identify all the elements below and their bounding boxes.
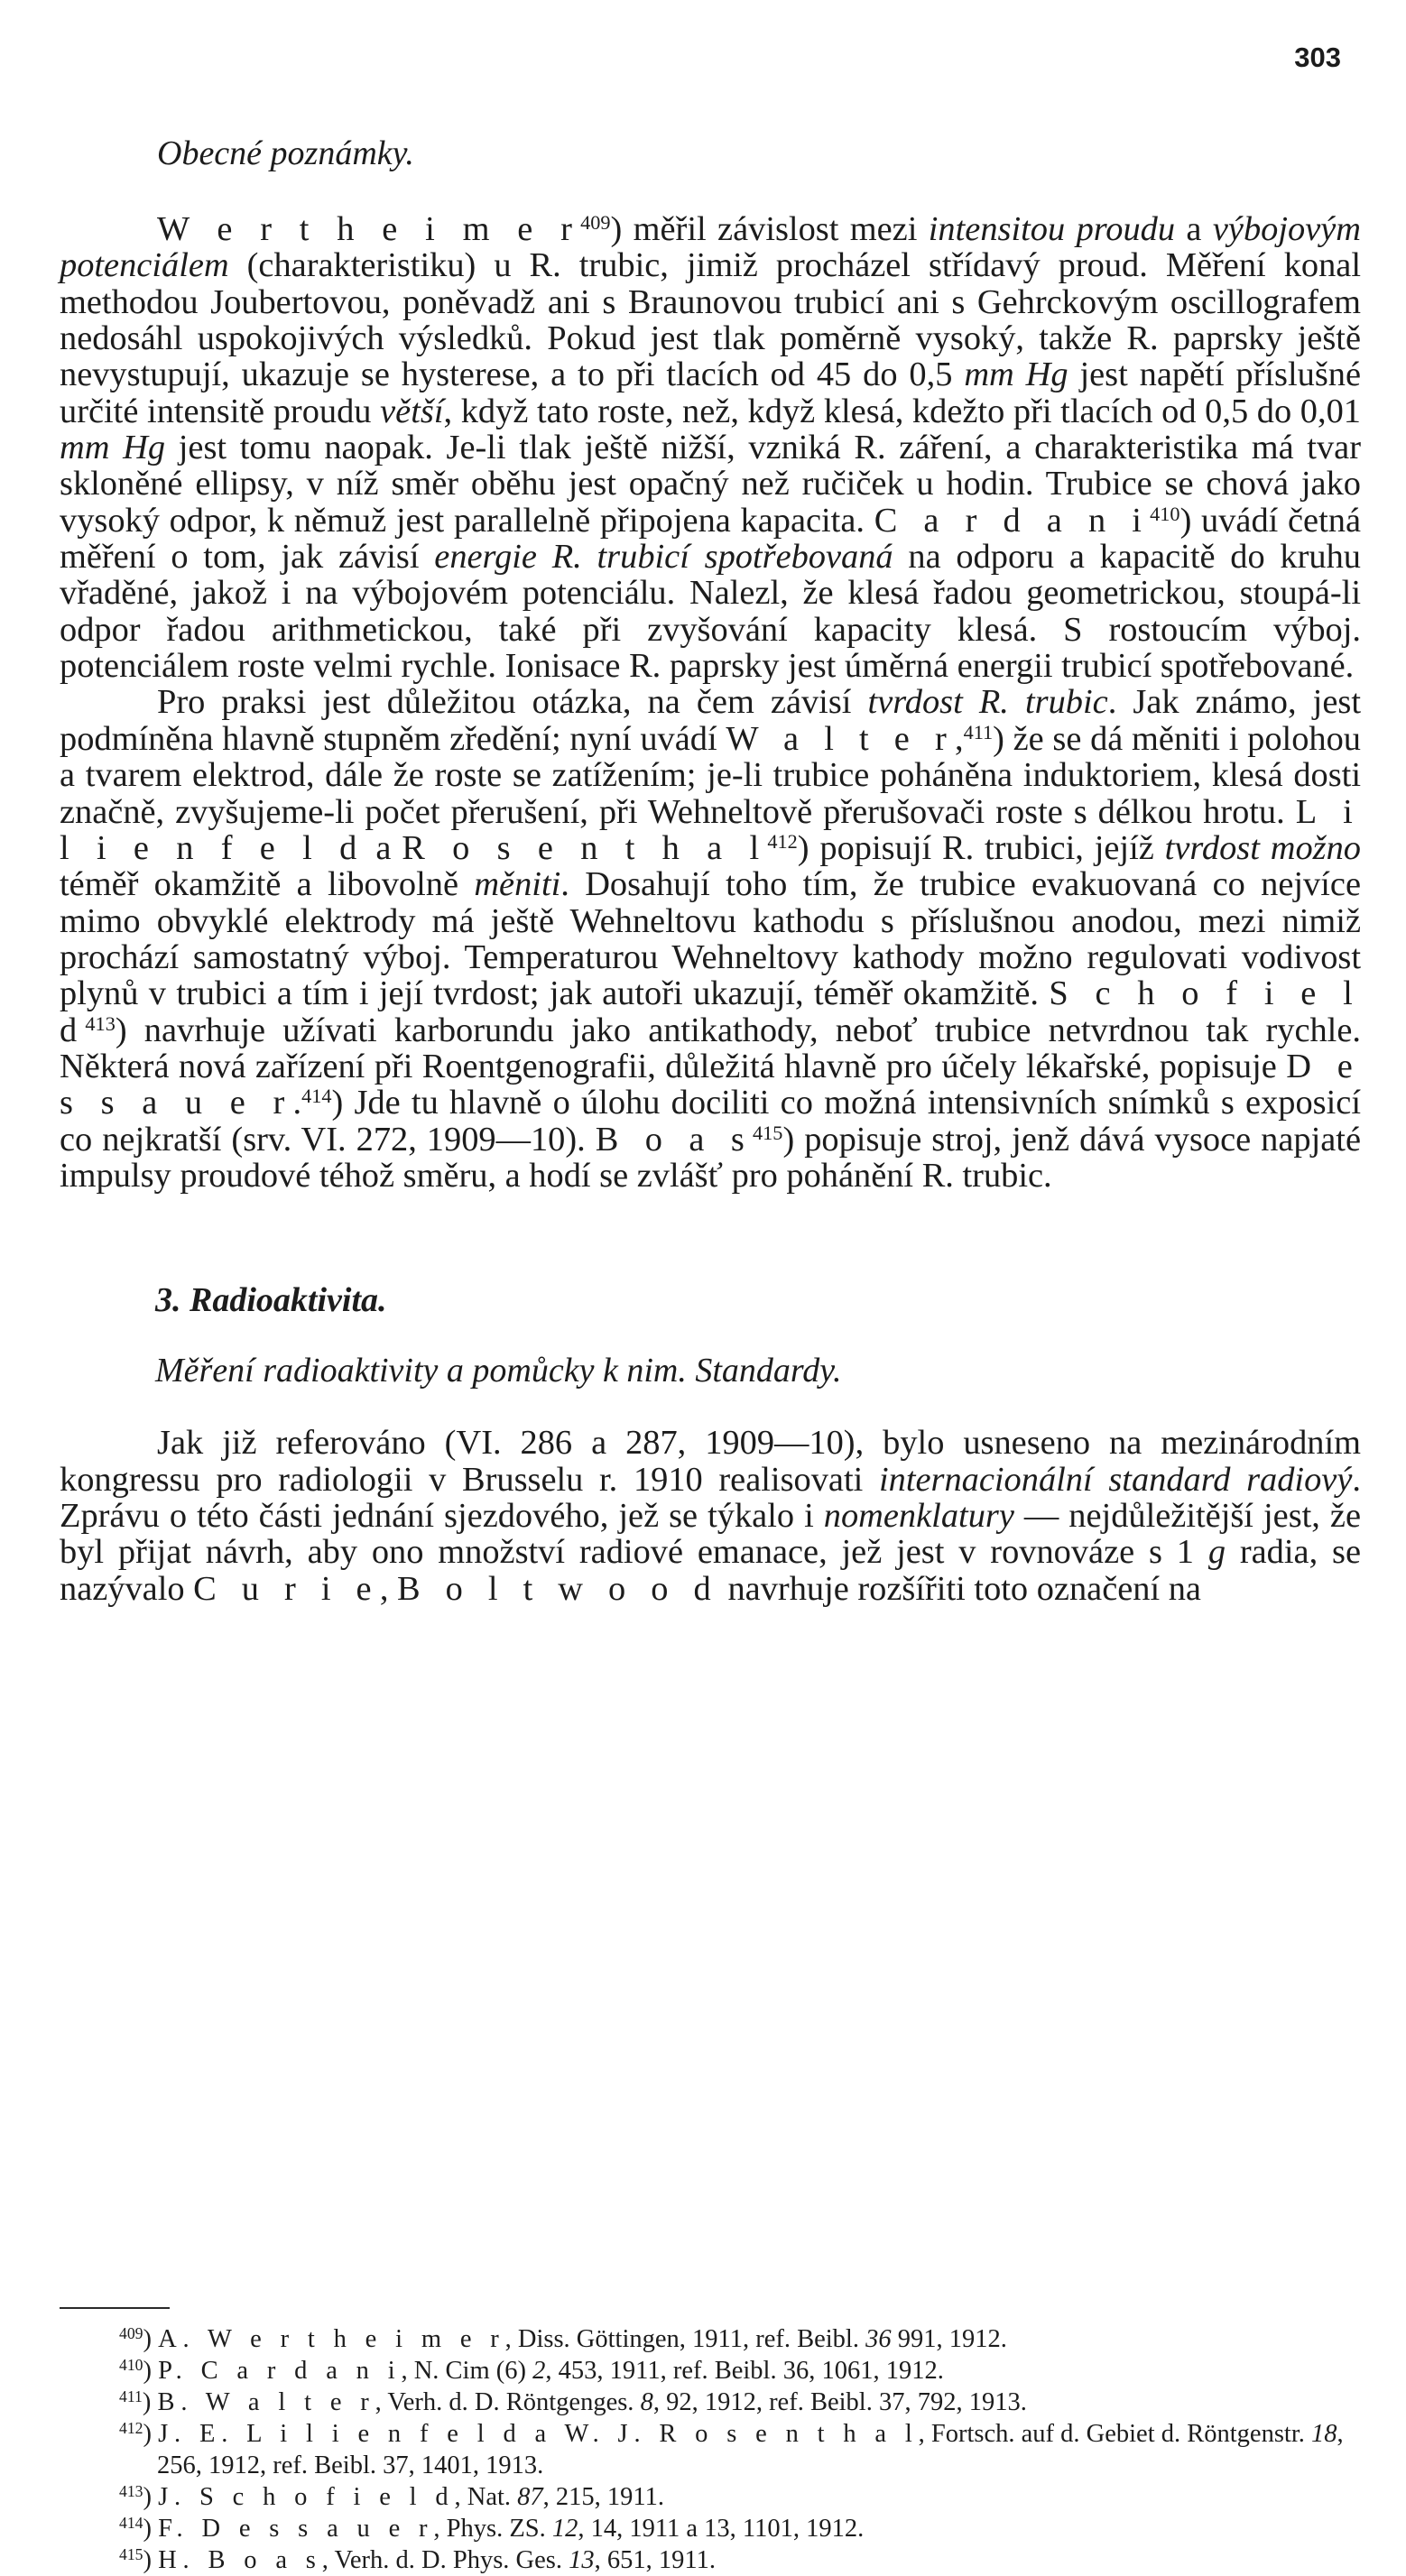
footnote-text: , 256, 1912, ref. Beibl. 37, 1401, 1913.	[157, 2420, 1344, 2479]
footnote-volume: 36	[865, 2325, 892, 2353]
text-run: ) navrhuje užívati karborundu jako antikathody, neboť trubice netvrdnou tak rychle. Některá nová zařízení při Roentgenografii, důležitá hlavně pro účely lékařské, popisuje	[60, 1011, 1361, 1085]
footnote-author: A. W e r t h e i m e r	[158, 2325, 505, 2353]
text-run: . Dosahují toho tím, že trubice evakuovaná co nejvíce mimo obvyklé elektrody má ještě Wehneltovu kathodu s příslušnou anodou, mezi nimiž prochází samostatný výboj. Temperaturou Wehneltovy kathody možno regulovati vodivost plynů v trubici a tím i její tvrdost; jak autoři ukazují, téměř okamžitě.	[60, 865, 1361, 1013]
footnote-413: $^{413}$) J. S c h o f i e l d, Nat. 87, 215, 1911.	[119, 2482, 664, 2511]
footnote-volume: 2	[532, 2357, 546, 2385]
footnote-author: H. B o a s	[158, 2546, 322, 2574]
text-run: a	[1175, 210, 1213, 248]
footnote-number: 411	[119, 2387, 143, 2406]
italic-term: g	[1207, 1533, 1226, 1572]
text-run: ) že se dá měniti i polohou a tvarem elektrod, dále že roste se zatížením; je-li trubice poháněna induktoriem, klesá dosti značně, zvyšujeme-li počet přerušení, při Wehneltově přerušovači roste s délkou hrotu.	[60, 719, 1361, 831]
italic-term: tvrdost možno	[1164, 828, 1361, 867]
author-name: B o a s	[595, 1120, 754, 1159]
footnote-text: 991, 1912.	[891, 2325, 1007, 2353]
footnote-author: J. E. L i l i e n f e l d a W. J. R o s e n t h a l	[158, 2420, 919, 2448]
text-run: — nejdůležitější jest, že byl přijat návrh, aby ono množství radiové emanace, jež jest v rovnováze s 1	[60, 1496, 1361, 1572]
page-body	[60, 135, 1361, 1607]
text-run: na odporu a kapacitě do kruhu vřaděné, jakož i na výbojovém potenciálu. Nalezl, že klesá řadou geometrickou, stoupá-li odpor řadou arithmetickou, také při zvyšování kapacity klesá. S rostoucím výboj. potenciálem roste velmi rychle. Ionisace R. paprsky jest úměrná energii trubicí spotřebované.	[60, 538, 1361, 686]
text-run: jest tomu naopak. Je-li tlak ještě nižší, vzniká R. záření, a charakteristika má tvar skloněné ellipsy, v níž směr oběhu jest opačný než ručiček u hodin. Trubice se chová jako vysoký odpor, k němuž jest parallelně připojena kapacita.	[60, 429, 1361, 540]
footnote-411: $^{411}$) B. W a l t e r, Verh. d. D. Röntgenges. 8, 92, 1912, ref. Beibl. 37, 792, 1913.	[119, 2387, 1027, 2416]
footnote-409: $^{409}$) A. W e r t h e i m e r, Diss. Göttingen, 1911, ref. Beibl. 36 991, 1912.	[119, 2324, 1007, 2353]
italic-term: tvrdost R. trubic	[867, 683, 1108, 722]
text-run: radia, se nazývalo	[60, 1533, 1361, 1608]
footnote-410: $^{410}$) P. C a r d a n i, N. Cim (6) 2, 453, 1911, ref. Beibl. 36, 1061, 1912.	[119, 2356, 944, 2385]
footnote-number: 409	[119, 2324, 143, 2343]
footnote-ref[interactable]: 412	[767, 829, 798, 853]
text-run: jest napětí příslušné určité intensitě proudu	[60, 355, 1362, 430]
footnote-author: F. D e s s a u e r	[158, 2515, 434, 2543]
italic-term: energie R. trubicí spotřebovaná	[434, 538, 893, 577]
text-run: navrhuje rozšířiti toto označení na	[718, 1569, 1201, 1608]
footnote-text: , Phys. ZS.	[433, 2515, 552, 2543]
footnote-number: 415	[119, 2545, 143, 2564]
italic-term: nomenklatury	[823, 1496, 1014, 1535]
footnote-ref[interactable]: 410	[1150, 502, 1180, 525]
author-name: C a r d a n i	[874, 501, 1151, 540]
text-run: ,	[954, 719, 964, 758]
text-run: ,	[379, 1569, 398, 1608]
italic-term: mm Hg	[60, 429, 166, 467]
text-run: , když tato roste, než, když klesá, kdežto při tlacích od 0,5 do 0,01	[443, 392, 1361, 430]
subsection-title: Měření radioaktivity a pomůcky k nim. Standardy.	[155, 1352, 842, 1390]
footnote-text: , Fortsch. auf d. Gebiet d. Röntgenstr.	[918, 2420, 1312, 2448]
author-name: W a l t e r	[726, 719, 955, 758]
footnote-text: , N. Cim (6)	[401, 2357, 533, 2385]
text-run: téměř okamžitě a libovolně	[60, 865, 475, 904]
italic-term: měniti	[474, 865, 561, 904]
paragraph-wertheimer	[60, 211, 1361, 684]
paragraph-standard	[60, 1425, 1361, 1607]
text-run: ) Jde tu hlavně o úlohu dociliti co možná intensivních snímků s exposicí co nejkratší (srv. VI. 272, 1909—10).	[60, 1084, 1361, 1159]
author-name: W e r t h e i m e r	[157, 210, 581, 248]
author-name: R o s e n t h a l	[402, 828, 768, 867]
text-run: .	[292, 1084, 302, 1122]
author-name: C u r i e	[193, 1569, 380, 1608]
text-run: ) popisuje stroj, jenž dává vysoce napjaté impulsy proudové téhož směru, a hodí se zvlášť pro pohánění R. trubic.	[60, 1120, 1361, 1195]
author-name: D e s s a u e r	[60, 1047, 1361, 1122]
text-run: (charakteristiku) u R. trubic, jimiž procházel střídavý proud. Měření konal methodou Joubertovou, poněvadž ani s Braunovou trubicí ani s Gehrckovým oscillografem nedosáhl uspokojivých výsledků. Pokud jest tlak poměrně vysoký, takže R. paprsky ještě nevystupují, ukazuje se hysterese, a to při tlacích od 45 do 0,5	[60, 246, 1361, 394]
footnote-ref[interactable]: 415	[753, 1121, 783, 1144]
footnote-volume: 18	[1311, 2420, 1337, 2448]
text-run: Jak již referováno (VI. 286 a 287, 1909—10), bylo usneseno na mezinárodním kongressu pro radiologii v Brusselu r. 1910 realisovati	[60, 1424, 1361, 1499]
italic-term: intensitou proudu	[928, 210, 1176, 248]
footnote-text: , 651, 1911.	[594, 2546, 716, 2574]
footnote-volume: 87	[517, 2483, 543, 2511]
footnote-volume: 8	[640, 2388, 653, 2416]
text-run: ) uvádí četná měření o tom, jak závisí	[60, 501, 1361, 577]
text-run: . Jak známo, jest podmíněna hlavně stupněm zředění; nyní uvádí	[60, 683, 1361, 758]
footnote-text: , 453, 1911, ref. Beibl. 36, 1061, 1912.	[545, 2357, 944, 2385]
footnote-text: , 92, 1912, ref. Beibl. 37, 792, 1913.	[652, 2388, 1027, 2416]
text-run: . Zprávu o této části jednání sjezdového, jež se týkalo i	[60, 1460, 1361, 1535]
footnote-author: B. W a l t e r	[157, 2388, 375, 2416]
footnote-415: $^{415}$) H. B o a s, Verh. d. D. Phys. Ges. 13, 651, 1911.	[119, 2545, 716, 2574]
footnote-text: , 215, 1911.	[542, 2483, 664, 2511]
paragraph-hardness	[60, 684, 1361, 1194]
footnote-author: P. C a r d a n i	[158, 2357, 402, 2385]
footnote-text: , Verh. d. D. Röntgenges.	[375, 2388, 641, 2416]
footnote-number: 414	[119, 2514, 143, 2533]
author-name: L i l i e n f e l d	[60, 792, 1361, 867]
author-name: B o l t w o o d	[397, 1569, 719, 1608]
footnote-ref[interactable]: 409	[580, 210, 611, 234]
footnote-volume: 12	[551, 2515, 578, 2543]
footnote-number: 413	[119, 2482, 143, 2501]
section-title-radioactivity: 3. Radioaktivita.	[155, 1281, 387, 1320]
italic-term: mm Hg	[964, 355, 1068, 394]
author-name: S c h o f i e l d	[60, 974, 1361, 1049]
footnote-text: , Nat.	[454, 2483, 518, 2511]
footnote-author: J. S c h o f i e l d	[158, 2483, 455, 2511]
footnote-ref[interactable]: 414	[301, 1085, 332, 1108]
footnote-414: $^{414}$) F. D e s s a u e r, Phys. ZS. 12, 14, 1911 a 13, 1101, 1912.	[119, 2514, 865, 2543]
footnote-number: 410	[119, 2356, 143, 2375]
footnote-412: $^{412}$) J. E. L i l i e n f e l d a W. J. R o s e n t h a l, Fortsch. auf d. Gebiet d. Röntgenstr. 18, 256, 1912, ref. Beibl. 37, 1401, 1913.	[119, 2419, 1344, 2479]
italic-term: výbojovým potenciálem	[60, 210, 1361, 285]
footnote-text: , Verh. d. D. Phys. Ges.	[321, 2546, 569, 2574]
footnote-number: 412	[119, 2419, 143, 2438]
text-run: ) měřil závislost mezi	[610, 210, 929, 248]
footnote-text: , 14, 1911 a 13, 1101, 1912.	[578, 2515, 865, 2543]
footnote-ref[interactable]: 413	[85, 1011, 116, 1035]
page-number: 303	[1294, 42, 1341, 73]
footnotes	[60, 2323, 1361, 2576]
section-heading: Obecné poznámky.	[157, 134, 414, 172]
footnote-divider	[60, 2307, 170, 2309]
footnote-text: , Diss. Göttingen, 1911, ref. Beibl.	[504, 2325, 866, 2353]
text-run: Pro praksi jest důležitou otázka, na čem závisí	[157, 683, 868, 722]
text-run: ) popisují R. trubici, jejíž	[797, 828, 1165, 867]
footnote-ref[interactable]: 411	[963, 720, 994, 743]
italic-term: větší	[380, 392, 444, 430]
footnote-volume: 13	[569, 2546, 595, 2574]
italic-term: internacionální standard radiový	[878, 1460, 1353, 1499]
text-run: a	[365, 828, 402, 867]
